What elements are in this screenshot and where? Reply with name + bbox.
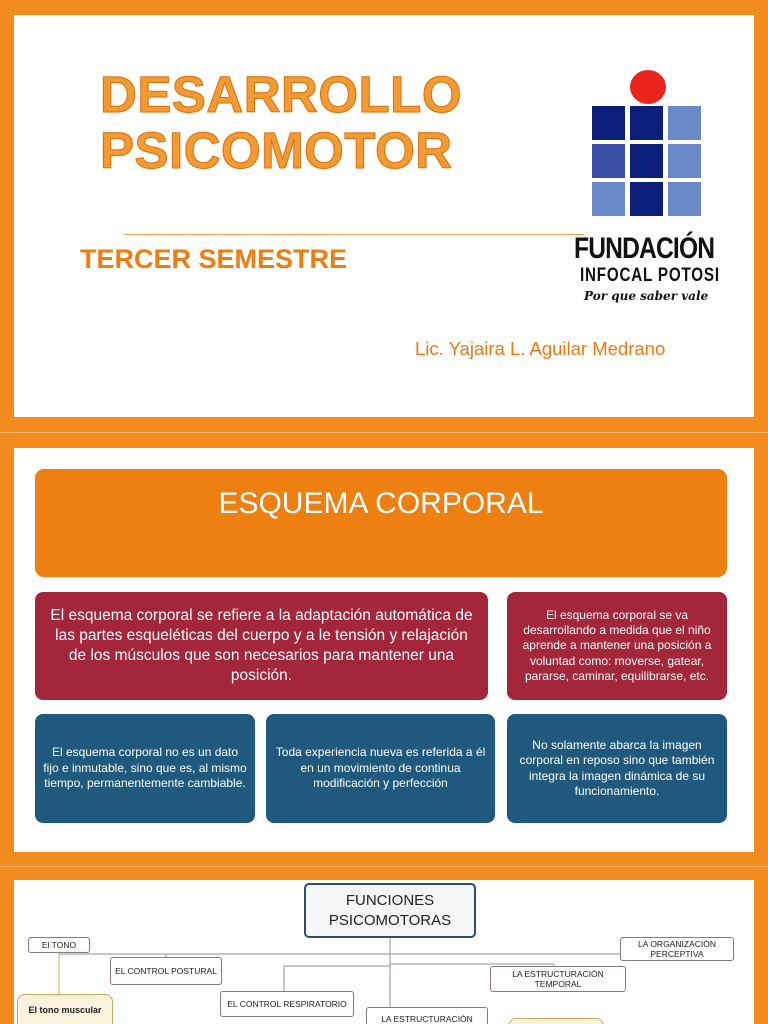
- subtitle: TERCER SEMESTRE: [80, 244, 348, 274]
- esquema-corporal-slide: [14, 448, 754, 852]
- title-line-2: PSICOMOTOR: [100, 122, 453, 179]
- logo-square: [630, 106, 663, 140]
- node-control-respiratorio: [220, 991, 354, 1017]
- node-tono-muscular: [17, 994, 113, 1024]
- card-text: El esquema corporal no es un dato fijo e inmutable, sino que es, al mismo tiempo, permanentemente cambiable.: [43, 745, 247, 791]
- slide-separator: [0, 866, 768, 867]
- author: Lic. Yajaira L. Aguilar Medrano: [415, 338, 666, 359]
- dynamic-image-card: [507, 714, 727, 823]
- title-line-1: DESARROLLO: [100, 66, 462, 123]
- card-text: El esquema corporal se refiere a la adaptación automática de las partes esqueléticas del cuerpo y a le tensión y relajación de los músculos que son necesarios para mantener una posición.: [50, 607, 473, 684]
- node-label: El tono muscular: [28, 1005, 102, 1015]
- logo-square: [592, 144, 625, 178]
- node-organizacion-perceptiva: [620, 937, 734, 961]
- card-text: No solamente abarca la imagen corporal en reposo sino que también integra la imagen dinámica de su funcionamiento.: [519, 737, 715, 798]
- node-detail: [508, 1018, 604, 1024]
- logo-square: [668, 106, 701, 140]
- logo-red-dot: [630, 70, 666, 104]
- slide-title-banner: [35, 469, 727, 577]
- node-label: El TONO: [41, 939, 77, 950]
- node-label: EL CONTROL POSTURAL: [115, 965, 217, 976]
- node-label: LA ORGANIZACIÓN PERCEPTIVA: [638, 938, 716, 959]
- logo-tagline: Por que saber vale: [584, 289, 709, 303]
- slide-title: ESQUEMA CORPORAL: [218, 487, 544, 520]
- experience-card: [266, 714, 495, 823]
- root-node-label: FUNCIONES PSICOMOTORAS: [328, 892, 452, 929]
- node-label: LA ESTRUCTURACIÓN: [381, 1013, 473, 1024]
- slide-separator: [0, 432, 768, 433]
- fundacion-infocal-logo: [574, 70, 724, 315]
- logo-square: [668, 144, 701, 178]
- logo-square: [592, 182, 625, 216]
- logo-name: FUNDACIÓN: [574, 232, 715, 265]
- development-card: [507, 592, 727, 700]
- card-text: Toda experiencia nueva es referida a él en un movimiento de continua modificación y perfección: [275, 745, 486, 791]
- funciones-psicomotoras-slide: [14, 880, 754, 1024]
- root-node: [304, 883, 476, 938]
- node-label: EL CONTROL RESPIRATORIO: [227, 998, 347, 1009]
- card-text: El esquema corporal se va desarrollando a medida que el niño aprende a mantener una posición a voluntad como: moverse, gatear, pararse, caminar, equilibrarse, etc.: [522, 607, 712, 684]
- logo-square: [592, 106, 625, 140]
- node-estructuracion-espacial: [366, 1007, 488, 1024]
- node-control-postural: [110, 957, 222, 985]
- title-slide: [14, 15, 754, 417]
- node-estructuracion-temporal: [490, 966, 626, 992]
- logo-subname: INFOCAL POTOSI: [580, 265, 720, 286]
- logo-square: [668, 182, 701, 216]
- changeable-card: [35, 714, 255, 823]
- definition-card: [35, 592, 488, 700]
- node-tono: [28, 937, 90, 953]
- logo-square: [630, 144, 663, 178]
- logo-square: [630, 182, 663, 216]
- node-label: LA ESTRUCTURACIÓN TEMPORAL: [512, 968, 604, 989]
- divider-line: [124, 234, 584, 235]
